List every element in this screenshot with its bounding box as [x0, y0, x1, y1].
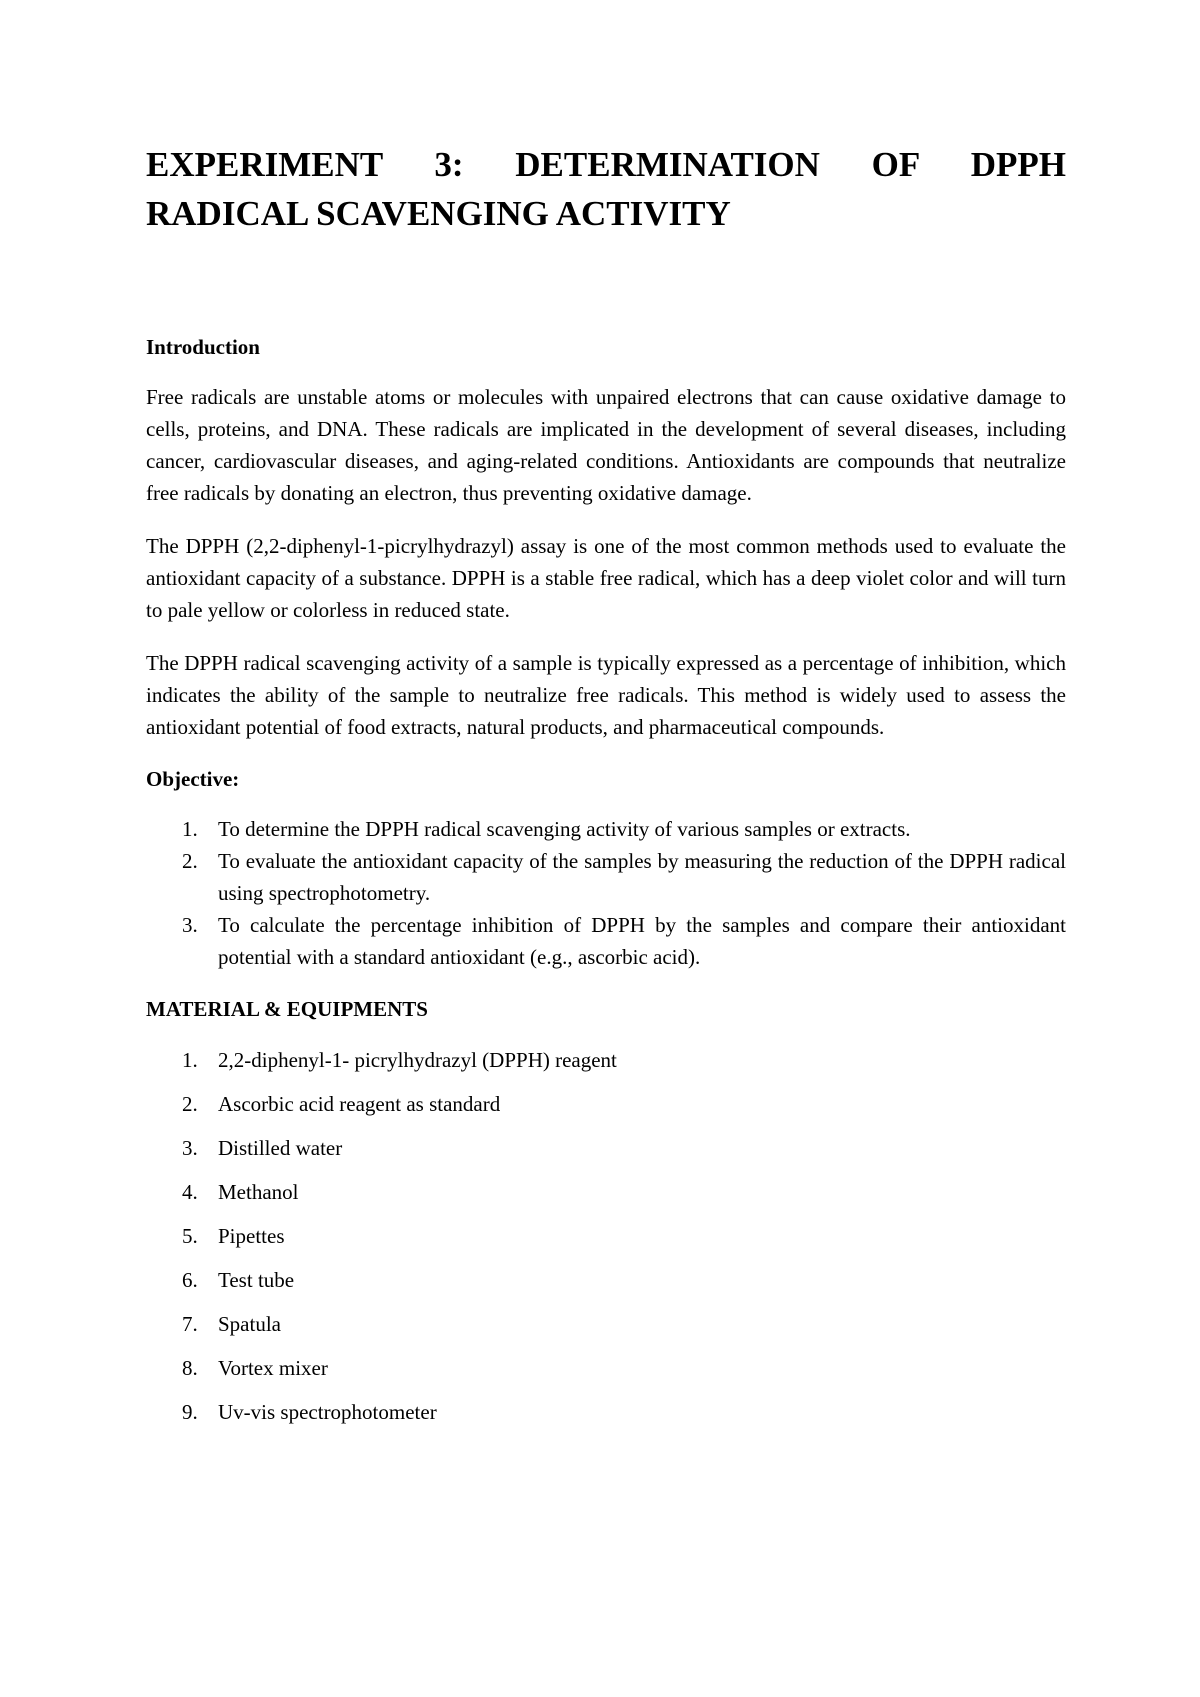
- list-number: 6.: [182, 1268, 198, 1292]
- title-line-2: RADICAL SCAVENGING ACTIVITY: [146, 194, 731, 233]
- list-number: 9.: [182, 1400, 198, 1424]
- list-item: [146, 845, 1066, 909]
- list-text: Pipettes: [218, 1224, 285, 1248]
- intro-paragraph-3: The DPPH radical scavenging activity of a sample is typically expressed as a percentage of inhibition, which indicates the ability of the sample to neutralize free radicals. This method is widely used to assess the antioxidant potential of food extracts, natural products, and pharmaceutical compounds.: [146, 651, 1066, 739]
- list-number: 1.: [182, 1048, 198, 1072]
- title-line-1: EXPERIMENT 3: DETERMINATION OF DPPH: [146, 145, 1066, 184]
- list-number: 2.: [182, 1092, 198, 1116]
- list-number: 1.: [182, 817, 198, 841]
- list-item: [146, 1176, 1066, 1208]
- list-item: [146, 1132, 1066, 1164]
- list-item: [146, 813, 1066, 845]
- list-item: [146, 909, 1066, 973]
- list-number: 2.: [182, 849, 198, 873]
- list-text: To calculate the percentage inhibition of DPPH by the samples and compare their antioxidant potential with a standard antioxidant (e.g., ascorbic acid).: [218, 913, 1066, 969]
- list-text: Uv-vis spectrophotometer: [218, 1400, 437, 1424]
- list-number: 4.: [182, 1180, 198, 1204]
- materials-heading: MATERIAL & EQUIPMENTS: [146, 997, 428, 1021]
- list-text: Methanol: [218, 1180, 299, 1204]
- list-item: [146, 1264, 1066, 1296]
- list-text: Ascorbic acid reagent as standard: [218, 1092, 501, 1116]
- list-item: [146, 1308, 1066, 1340]
- page-title: [146, 140, 1066, 238]
- list-number: 8.: [182, 1356, 198, 1380]
- objective-heading: Objective:: [146, 767, 240, 791]
- list-text: 2,2-diphenyl-1- picrylhydrazyl (DPPH) reagent: [218, 1048, 617, 1072]
- list-text: To determine the DPPH radical scavenging activity of various samples or extracts.: [218, 817, 911, 841]
- list-item: [146, 1396, 1066, 1428]
- document-page: [146, 140, 1066, 1440]
- objective-section: [146, 764, 1066, 973]
- list-item: [146, 1044, 1066, 1076]
- list-number: 3.: [182, 1136, 198, 1160]
- list-item: [146, 1220, 1066, 1252]
- list-number: 7.: [182, 1312, 198, 1336]
- list-number: 5.: [182, 1224, 198, 1248]
- list-item: [146, 1088, 1066, 1120]
- list-text: To evaluate the antioxidant capacity of the samples by measuring the reduction of the DPPH radical using spectrophotometry.: [218, 849, 1066, 905]
- list-text: Test tube: [218, 1268, 295, 1292]
- materials-section: [146, 994, 1066, 1428]
- list-item: [146, 1352, 1066, 1384]
- introduction-section: [146, 332, 1066, 743]
- list-text: Spatula: [218, 1312, 281, 1336]
- objective-list: [146, 813, 1066, 973]
- intro-paragraph-1: Free radicals are unstable atoms or molecules with unpaired electrons that can cause oxidative damage to cells, proteins, and DNA. These radicals are implicated in the development of several diseases, including cancer, cardiovascular diseases, and aging-related conditions. Antioxidants are compounds that neutralize free radicals by donating an electron, thus preventing oxidative damage.: [146, 385, 1066, 505]
- list-text: Distilled water: [218, 1136, 343, 1160]
- materials-list: [146, 1044, 1066, 1428]
- introduction-heading: Introduction: [146, 335, 260, 359]
- intro-paragraph-2: The DPPH (2,2-diphenyl-1-picrylhydrazyl) assay is one of the most common methods used to evaluate the antioxidant capacity of a substance. DPPH is a stable free radical, which has a deep violet color and will turn to pale yellow or colorless in reduced state.: [146, 534, 1066, 622]
- list-text: Vortex mixer: [218, 1356, 328, 1380]
- list-number: 3.: [182, 913, 198, 937]
